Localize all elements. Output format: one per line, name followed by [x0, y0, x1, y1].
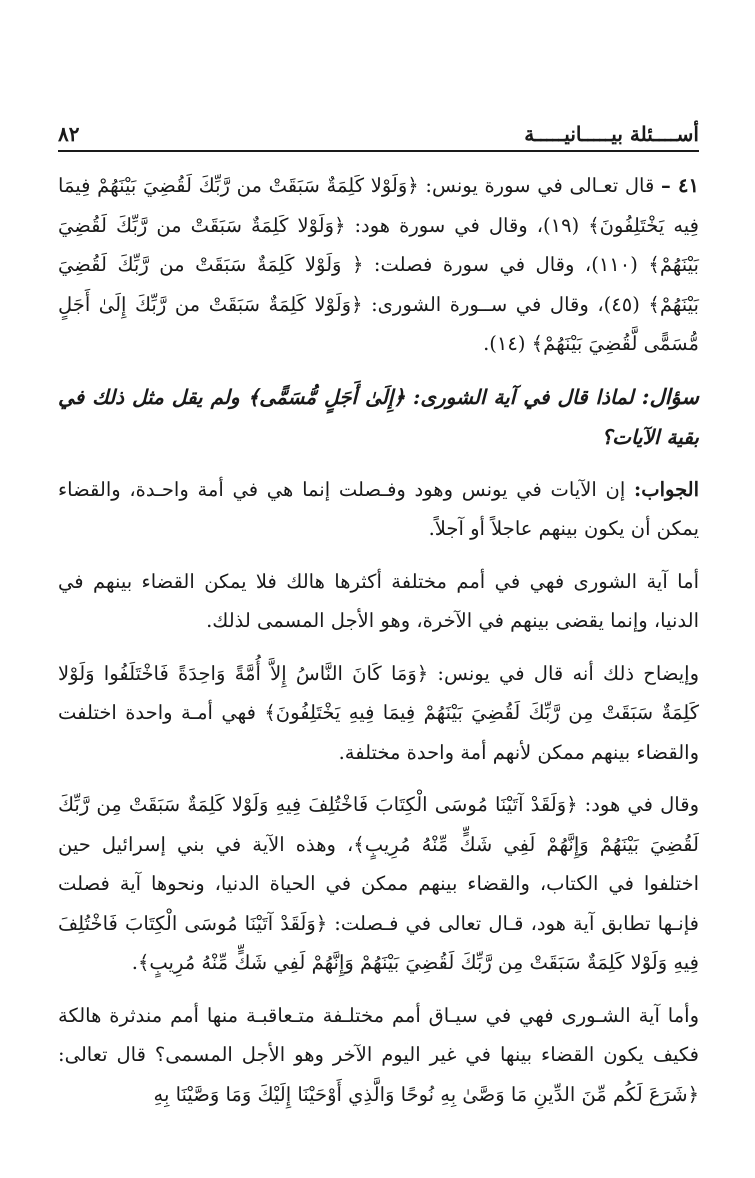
answer-paragraph — [58, 470, 699, 549]
body-paragraph: وإيضاح ذلك أنه قال في يونس: ﴿وَمَا كَانَ النَّاسُ إِلاَّ أُمَّةً وَاحِدَةً فَاخْتَلَفُوا وَلَوْلا كَلِمَةٌ سَبَقَتْ مِن رَّبِّكَ لَقُضِيَ بَيْنَهُمْ فِيمَا فِيهِ يَخْتَلِفُونَ﴾ فهي أمـة واحدة اختلفت والقضاء بينهم ممكن لأنهم أمة واحدة مختلفة. — [58, 661, 699, 764]
answer-label: الجواب: — [634, 477, 700, 501]
body-paragraph: وقال في هود: ﴿وَلَقَدْ آتَيْنَا مُوسَى الْكِتَابَ فَاخْتُلِفَ فِيهِ وَلَوْلا كَلِمَةٌ سَبَقَتْ مِن رَّبِّكَ لَقُضِيَ بَيْنَهُمْ وَإِنَّهُمْ لَفِي شَكٍّ مِّنْهُ مُرِيبٍ﴾، وهذه الآية في بني إسرائيل حين اختلفوا في الكتاب، والقضاء بينهم ممكن في الحياة الدنيا، ونحوها آية فصلت فإنـها تطابق آية هود، قـال تعالى في فـصلت: ﴿وَلَقَدْ آتَيْنَا مُوسَى الْكِتَابَ فَاخْتُلِفَ فِيهِ وَلَوْلا كَلِمَةٌ سَبَقَتْ مِن رَّبِّكَ لَقُضِيَ بَيْنَهُمْ وَإِنَّهُمْ لَفِي شَكٍّ مِّنْهُ مُرِيبٍ﴾. — [58, 793, 699, 974]
question-text: لماذا قال في آية الشورى: ﴿إِلَىٰ أَجَلٍ مُّسَمًّى﴾ ولم يقل مثل ذلك في بقية الآيات؟ — [58, 384, 699, 449]
page-number: ٨٢ — [58, 122, 80, 146]
question-label: سؤال: — [641, 383, 699, 409]
answer-text: إن الآيات في يونس وهود وفـصلت إنما هي في أمة واحـدة، والقضاء يمكن أن يكون بينهم عاجلاً أو آجلاً. — [58, 477, 699, 540]
item-number: ٤١ – — [661, 174, 699, 197]
item-text: قال تعـالى في سورة يونس: ﴿وَلَوْلا كَلِمَةٌ سَبَقَتْ من رَّبِّكَ لَقُضِيَ بَيْنَهُمْ فِيمَا فِيه يَخْتَلِفُونَ﴾ (١٩)، وقال في سورة هود: ﴿وَلَوْلا كَلِمَةٌ سَبَقَتْ من رَّبِّكَ لَقُضِيَ بَيْنَهُمْ﴾ (١١٠)، وقال في سورة فصلت: ﴿ وَلَوْلا كَلِمَةٌ سَبَقَتْ من رَّبِّكَ لَقُضِيَ بَيْنَهُمْ﴾ (٤٥)، وقال في ســورة الشورى: ﴿وَلَوْلا كَلِمَةٌ سَبَقَتْ من رَّبِّكَ إِلَىٰ أَجَلٍ مُّسَمًّى لَّقُضِيَ بَيْنَهُمْ﴾ (١٤). — [58, 174, 699, 355]
body-paragraph: وأما آية الشـورى فهي في سيـاق أمم مختلـفة متـعاقبـة منها أمم مندثرة هالكة فكيف يكون القضاء بينها في غير اليوم الآخر وهو الأجل المسمى؟ قال تعالى: ﴿شَرَعَ لَكُم مِّنَ الدِّينِ مَا وَصَّىٰ بِهِ نُوحًا وَالَّذِي أَوْحَيْنَا إِلَيْكَ وَمَا وَصَّيْنَا بِهِ — [58, 1003, 699, 1106]
running-header — [58, 118, 699, 152]
book-title: أســــئلة بيـــــانيـــــة — [524, 122, 699, 146]
question-paragraph — [58, 377, 699, 457]
item-paragraph — [58, 166, 699, 364]
body-paragraph: أما آية الشورى فهي في أمم مختلفة أكثرها هالك فلا يمكن القضاء بينهم في الدنيا، وإنما يقضى بينهم في الآخرة، وهو الأجل المسمى لذلك. — [58, 569, 699, 632]
